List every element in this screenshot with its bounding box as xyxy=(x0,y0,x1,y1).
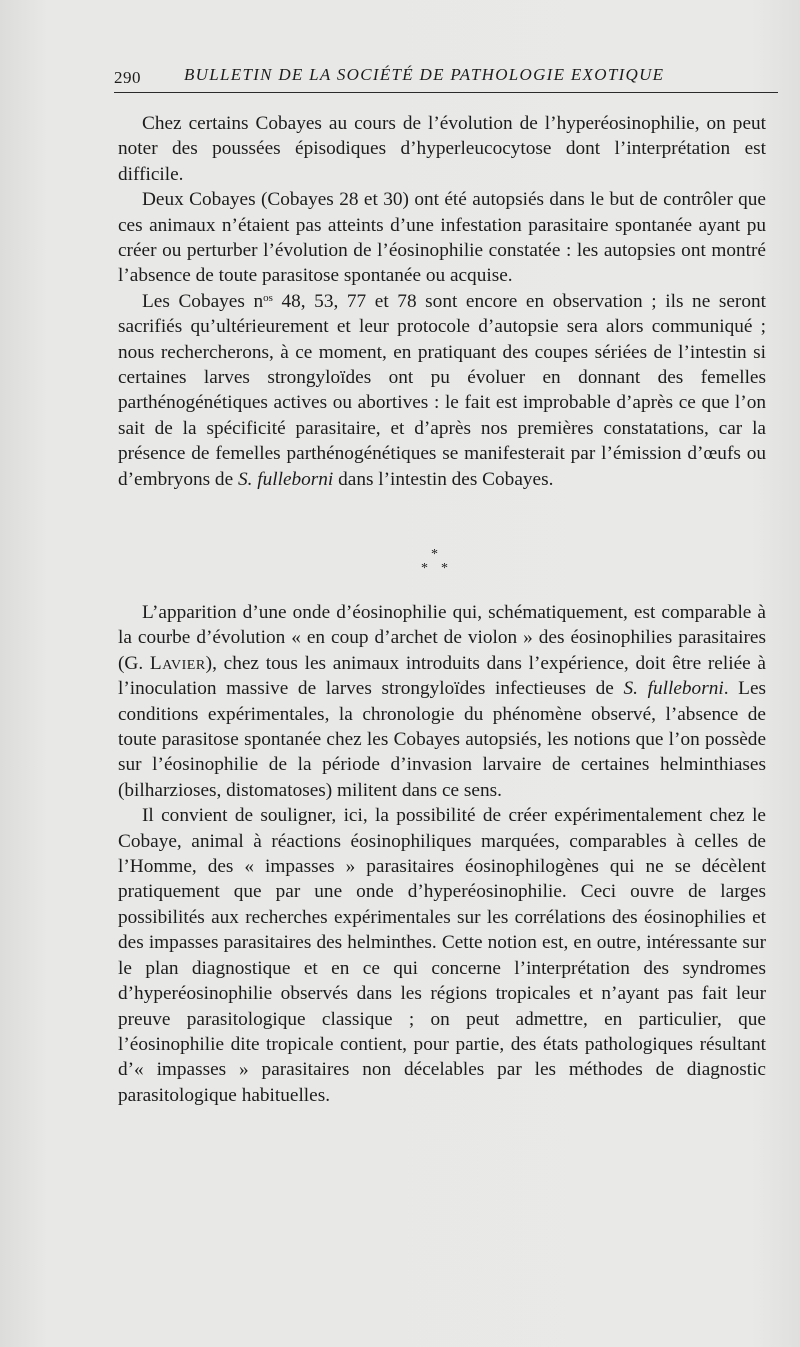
paragraph-text: dans l’intestin des Cobayes. xyxy=(333,468,554,490)
paragraph-text: Les Cobayes n xyxy=(142,290,264,312)
asterisk: * xyxy=(441,561,448,576)
species-name: S. fulleborni xyxy=(237,468,334,490)
section-separator xyxy=(414,548,454,580)
section-2 xyxy=(118,600,766,1108)
section-1 xyxy=(118,111,766,492)
paragraph: Deux Cobayes (Cobayes 28 et 30) ont été autopsiés dans le but de contrôler que ces animaux n’étaient pas atteints d’une infestation parasitaire spontanée ayant pu créer ou perturber l’évolution de l’éosinophilie constatée : les autopsies ont montré l’absence de toute parasitose spontanée ou acquise. xyxy=(118,189,766,287)
author-name: Lavier xyxy=(149,652,206,674)
page-number: 290 xyxy=(114,68,141,87)
paragraph-text: ), chez tous les animaux introduits dans l’expérience, doit être reliée à l’inoculation massive de larves strongyloïdes infectieuses de xyxy=(118,652,766,700)
asterisk: * xyxy=(431,547,438,562)
page-header xyxy=(114,62,778,93)
superscript: os xyxy=(263,291,273,304)
paragraph xyxy=(118,600,766,803)
paragraph-text: . Les conditions expérimentales, la chronologie du phénomène observé, l’absence de toute parasitose spontanée chez les Cobayes autopsiés, les notions que l’on possède sur l’éosinophilie de la période d’invasion larvaire de certaines helminthiases (bilharzioses, distomatoses) militent dans ce sens. xyxy=(118,678,767,801)
paragraph-text: L’apparition d’une onde d’éosinophilie qui, schématiquement, est comparable à la courbe d’évolution « en coup d’archet de violon » des éosinophilies parasitaires (G. xyxy=(118,602,766,674)
running-title: BULLETIN DE LA SOCIÉTÉ DE PATHOLOGIE EXOTIQUE xyxy=(184,65,665,84)
paragraph: Il convient de souligner, ici, la possibilité de créer expérimentalement chez le Cobaye, animal à réactions éosinophiliques marquées, comparables à celles de l’Homme, des « impasses » parasitaires éosinophilogènes qui ne se décèlent pratiquement que par une onde d’hyperéosinophilie. Ceci ouvre de larges possibilités aux recherches expérimentales sur les corrélations des éosinophilies et des impasses parasitaires des helminthes. Cette notion est, en outre, intéressante sur le plan diagnostique et en ce qui concerne l’interprétation des syndromes d’hyperéosinophilie observés dans les régions tropicales et n’ayant pas fait leur preuve parasitologique classique ; on peut admettre, en particulier, que l’éosinophilie dite tropicale contient, pour partie, des états pathologiques résultant d’« impasses » parasitaires non décelables par les méthodes de diagnostic parasitologique habituelles. xyxy=(118,805,766,1106)
paragraph xyxy=(118,289,766,492)
species-name: S. fulleborni xyxy=(623,678,724,700)
paragraph: Chez certains Cobayes au cours de l’évolution de l’hyperéosinophilie, on peut noter des poussées épisodiques d’hyperleucocytose dont l’interprétation est difficile. xyxy=(118,113,766,185)
asterisk: * xyxy=(421,561,428,576)
paragraph-text: 48, 53, 77 et 78 sont encore en observation ; ils ne seront sacrifiés qu’ultérieurement et leur protocole d’autopsie sera alors communiqué ; nous rechercherons, à ce moment, en pratiquant des coupes sériées de l’intestin si certaines larves strongyloïdes ont pu évoluer en donnant des femelles parthénogénétiques actives ou abortives : le fait est improbable d’après ce que l’on sait de la spécificité parasitaire, et d’après nos premières constatations, car la présence de femelles parthénogénétiques se manifesterait par l’émission d’œufs ou d’embryons de xyxy=(118,290,766,490)
